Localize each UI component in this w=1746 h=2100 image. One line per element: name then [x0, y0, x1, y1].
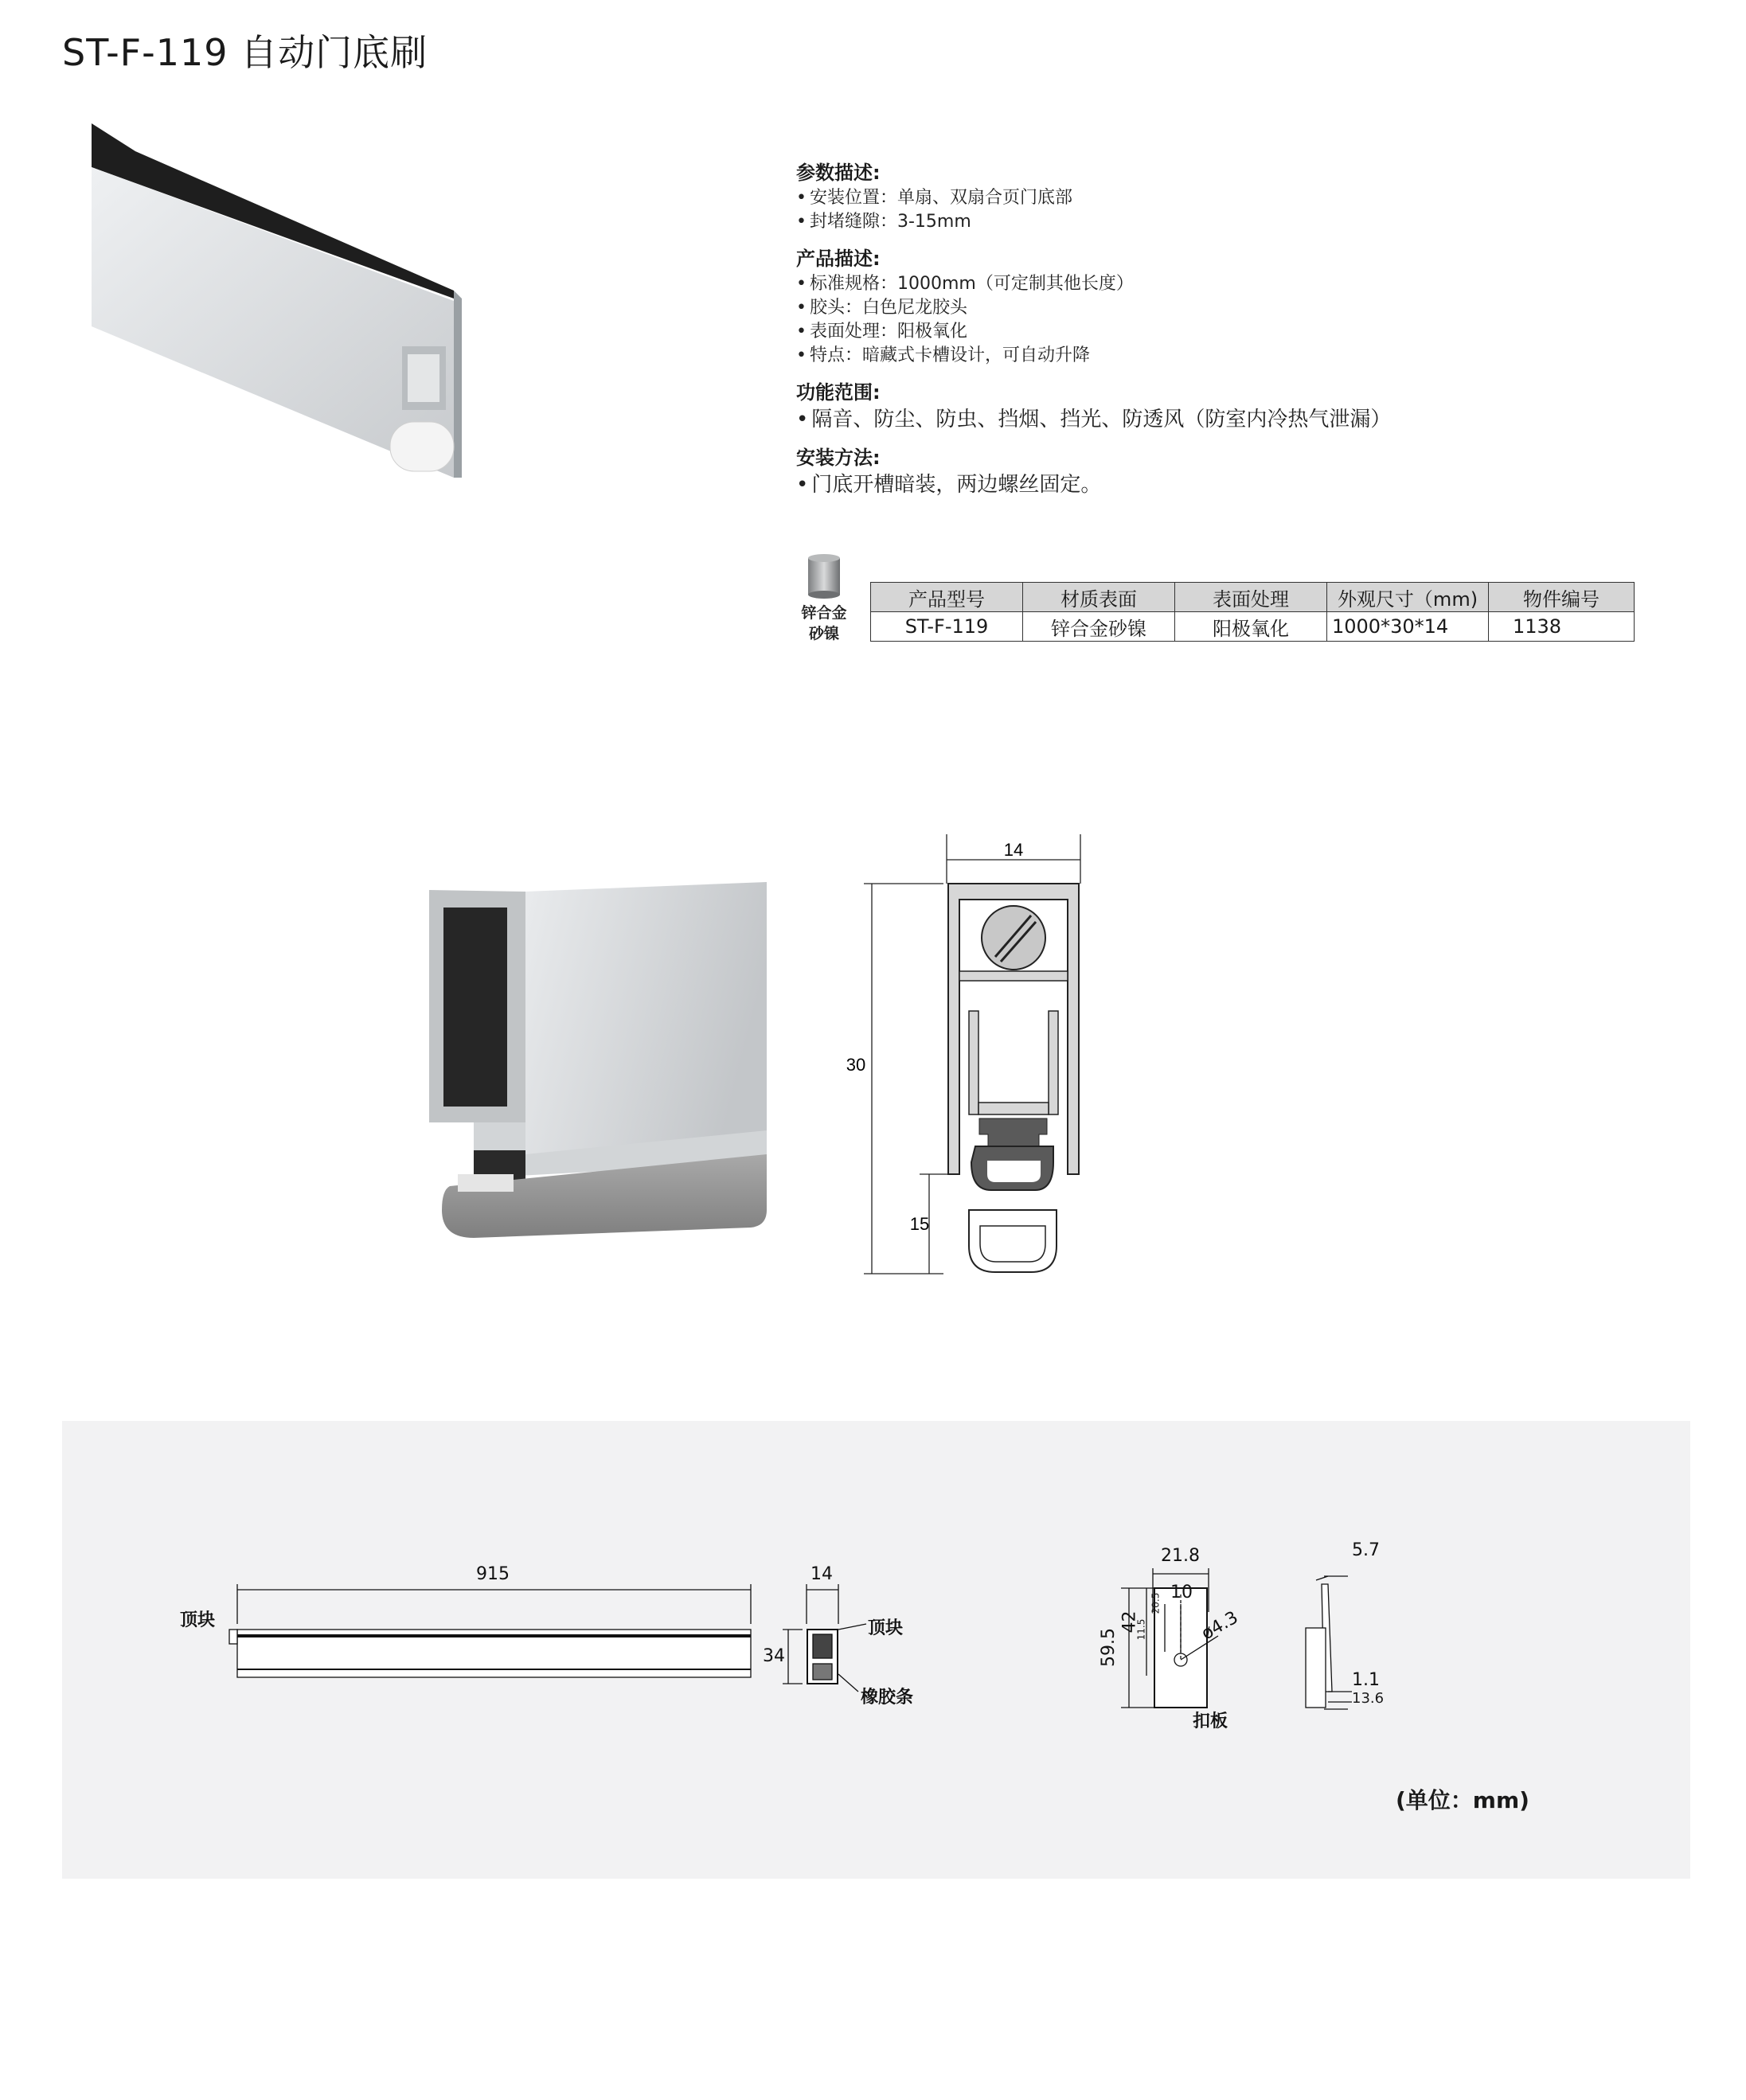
- install-line: • 门底开槽暗装，两边螺丝固定。: [796, 471, 1672, 498]
- table-header-row: [871, 583, 1635, 612]
- table-header: 表面处理: [1175, 583, 1327, 612]
- table-row: [871, 612, 1635, 642]
- product-line: • 特点：暗藏式卡槽设计，可自动升降: [796, 344, 1672, 368]
- spec-table: [870, 582, 1635, 642]
- function-section: [796, 379, 1672, 433]
- table-header: 产品型号: [871, 583, 1023, 612]
- dim-height-label: 30: [846, 1055, 866, 1075]
- dim-plate-width: 21.8: [1161, 1546, 1200, 1566]
- label-top-block-right: 顶块: [868, 1618, 904, 1638]
- table-header: 物件编号: [1489, 583, 1635, 612]
- label-top-block-left: 顶块: [180, 1610, 216, 1630]
- dim-plate-10: 10: [1170, 1583, 1193, 1602]
- product-section: [796, 245, 1672, 368]
- dimension-panel: [62, 1421, 1690, 1879]
- label-plate: 扣板: [1193, 1712, 1228, 1731]
- table-header: 材质表面: [1023, 583, 1175, 612]
- table-cell: 阳极氧化: [1175, 612, 1327, 642]
- dim-height: 34: [763, 1646, 785, 1666]
- material-label-2: 砂镍: [808, 625, 839, 642]
- product-heading: 产品描述:: [796, 248, 881, 270]
- install-section: [796, 444, 1672, 498]
- material-label-1: 锌合金: [801, 604, 847, 622]
- product-photo-top: [88, 119, 502, 486]
- material-swatch: [796, 553, 852, 644]
- params-line: • 封堵缝隙：3-15mm: [796, 210, 1672, 234]
- dim-length: 915: [476, 1564, 510, 1584]
- product-line: • 标准规格：1000mm（可定制其他长度）: [796, 272, 1672, 296]
- params-heading: 参数描述:: [796, 162, 881, 184]
- product-line: • 表面处理：阳极氧化: [796, 320, 1672, 344]
- cross-section-drawing: [832, 828, 1119, 1286]
- function-heading: 功能范围:: [796, 381, 881, 404]
- label-rubber-strip: 橡胶条: [861, 1688, 914, 1708]
- table-cell: ST-F-119: [871, 612, 1023, 642]
- dim-width: 14: [811, 1564, 833, 1584]
- spec-block: [796, 159, 1672, 509]
- dim-side-5-7: 5.7: [1352, 1540, 1380, 1560]
- install-heading: 安装方法:: [796, 447, 881, 469]
- dim-plate-height: 59.5: [1098, 1628, 1119, 1667]
- table-header: 外观尺寸（mm): [1327, 583, 1489, 612]
- dim-seal-label: 15: [909, 1214, 930, 1234]
- table-cell: 锌合金砂镍: [1023, 612, 1175, 642]
- unit-note: (单位：mm): [1396, 1787, 1529, 1813]
- dim-plate-20-5: 20.5: [1150, 1592, 1162, 1614]
- dim-plate-42: 42: [1119, 1610, 1140, 1634]
- page-title: ST-F-119 自动门底刷: [62, 31, 428, 74]
- product-line: • 胶头：白色尼龙胶头: [796, 296, 1672, 320]
- table-cell: 1000*30*14: [1327, 612, 1489, 642]
- table-cell: 1138: [1489, 612, 1635, 642]
- dim-side-1-1: 1.1: [1352, 1670, 1380, 1690]
- dim-hole: ø4.3: [1197, 1607, 1242, 1645]
- dim-width-label: 14: [1003, 840, 1024, 860]
- cylinder-icon: [807, 553, 842, 599]
- dim-plate-11-5: 11.5: [1135, 1618, 1147, 1641]
- dim-side-13-6: 13.6: [1352, 1690, 1385, 1707]
- params-section: [796, 159, 1672, 234]
- function-line: • 隔音、防尘、防虫、挡烟、挡光、防透风（防室内冷热气泄漏）: [796, 406, 1672, 433]
- product-photo-middle: [426, 876, 772, 1250]
- params-line: • 安装位置：单扇、双扇合页门底部: [796, 186, 1672, 210]
